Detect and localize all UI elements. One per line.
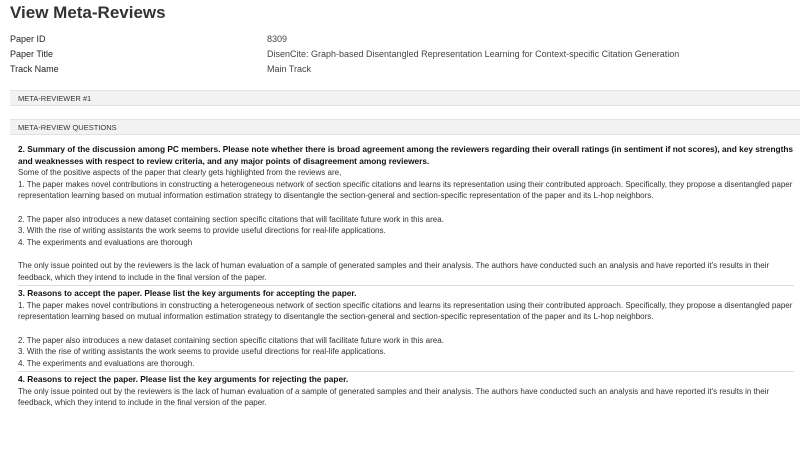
question-heading: 2. Summary of the discussion among PC members. Please note whether there is broad agreement among the reviewers regarding their overall ratings (in sentiment if not scores), and key strengths and weaknesses with respect to review criteria, and any major points of disagreement among reviewers. [18, 144, 794, 166]
blank-line [18, 202, 794, 214]
info-label: Paper ID [10, 34, 46, 44]
answer-line: The only issue pointed out by the reviewers is the lack of human evaluation of a sample of generated samples and their analysis. The authors have conducted such an analysis and have reported it's results in their feedback, which they intend to include in the final version of the paper. [18, 260, 770, 282]
answer-line: 3. With the rise of writing assistants the work seems to provide useful directions for real-life applications. [18, 226, 386, 236]
meta-review-questions-band: META-REVIEW QUESTIONS [10, 119, 800, 135]
answer-line: 3. With the rise of writing assistants the work seems to provide useful directions for real-life applications. [18, 347, 386, 357]
question-heading: 3. Reasons to accept the paper. Please list the key arguments for accepting the paper. [18, 288, 357, 299]
info-value: 8309 [267, 34, 288, 44]
page-title: View Meta-Reviews [10, 3, 166, 22]
answer-line: 4. The experiments and evaluations are thorough. [18, 358, 195, 368]
info-row-track-name [10, 62, 790, 77]
answer-line: Some of the positive aspects of the paper that clearly gets highlighted from the reviews are, [18, 168, 342, 178]
info-row-paper-id [10, 32, 790, 47]
blank-line [18, 323, 794, 335]
question-heading: 4. Reasons to reject the paper. Please list the key arguments for rejecting the paper. [18, 374, 349, 385]
meta-reviewer-band: META-REVIEWER #1 [10, 90, 800, 106]
meta-review-questions [18, 140, 794, 409]
blank-line [18, 248, 794, 260]
answer-line: 2. The paper also introduces a new dataset containing section specific citations that will facilitate future work in this area. [18, 335, 444, 345]
info-value: Main Track [267, 64, 312, 74]
info-row-paper-title [10, 47, 790, 62]
question-section [18, 371, 794, 409]
info-label: Track Name [10, 64, 59, 74]
info-label: Paper Title [10, 49, 54, 59]
answer-line: 1. The paper makes novel contributions in constructing a heterogeneous network of section specific citations and learns its representation using their contributed approach. Specifically, they propose a disentangled paper representation learning based on mutual information estimation strategy to disentangle the section-general and section-specific representation of the paper and its L-hop neighbors. [18, 300, 793, 322]
answer-line: 4. The experiments and evaluations are thorough [18, 237, 193, 247]
question-section [18, 140, 794, 283]
info-value: DisenCite: Graph-based Disentangled Representation Learning for Context-specific Citation Generation [267, 49, 680, 59]
paper-info [10, 32, 790, 77]
answer-line: The only issue pointed out by the reviewers is the lack of human evaluation of a sample of generated samples and their analysis. The authors have conducted such an analysis and have reported it's results in their feedback, which they intend to include in the final version of the paper. [18, 386, 770, 408]
question-section [18, 285, 794, 369]
answer-line: 1. The paper makes novel contributions in constructing a heterogeneous network of section specific citations and learns its representation using their contributed approach. Specifically, they propose a disentangled paper representation learning based on mutual information estimation strategy to disentangle the section-general and section-specific representation of the paper and its L-hop neighbors. [18, 179, 793, 201]
answer-line: 2. The paper also introduces a new dataset containing section specific citations that will facilitate future work in this area. [18, 214, 444, 224]
